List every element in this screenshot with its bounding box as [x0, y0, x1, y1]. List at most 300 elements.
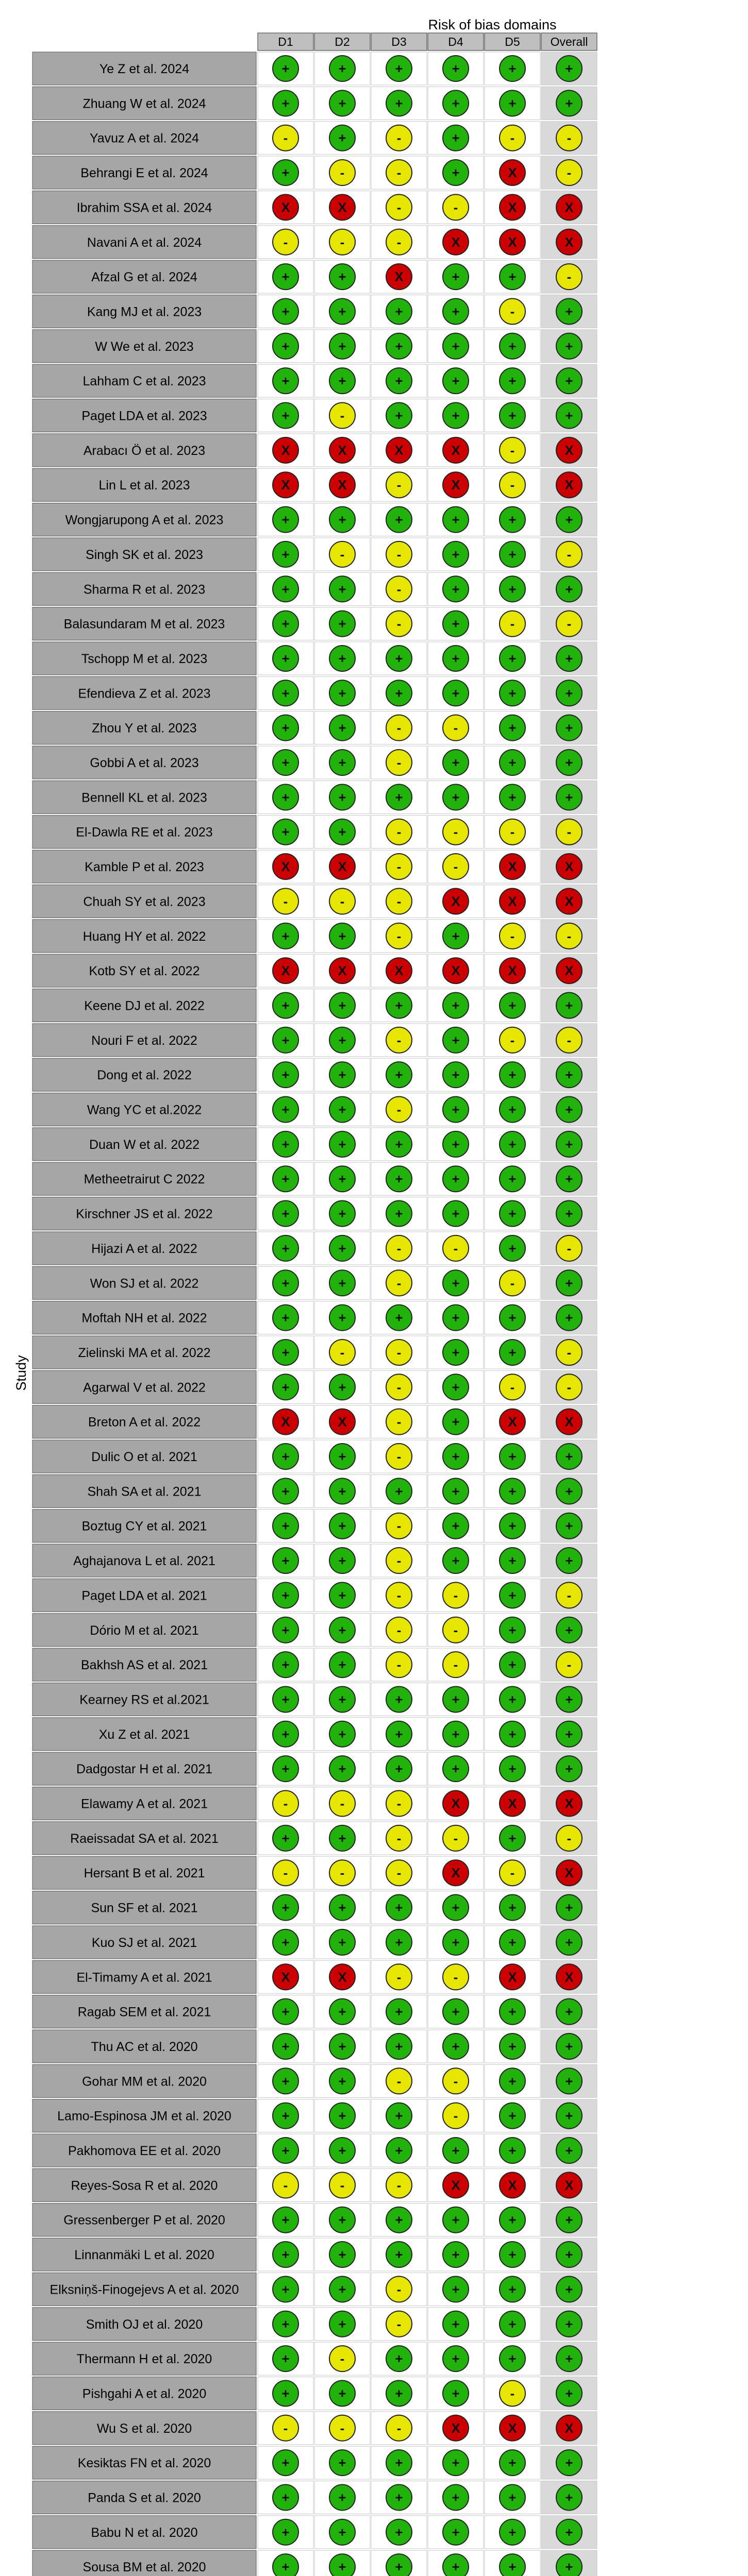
judgement-marker-d3-some: [386, 1617, 412, 1643]
judgement-marker-d2-low: [329, 611, 355, 637]
svg-text:-: -: [510, 928, 515, 944]
svg-text:X: X: [564, 893, 574, 909]
svg-text:+: +: [281, 1206, 290, 1222]
svg-text:+: +: [395, 95, 403, 111]
svg-text:+: +: [565, 1553, 573, 1569]
judgement-marker-d4-low: [443, 2519, 469, 2545]
svg-text:+: +: [452, 546, 460, 562]
chart-title: Risk of bias domains: [428, 17, 557, 32]
svg-text:X: X: [281, 1969, 290, 1985]
svg-text:+: +: [508, 512, 517, 528]
svg-text:+: +: [565, 1518, 573, 1534]
svg-text:+: +: [565, 2247, 573, 2263]
judgement-marker-d5-low: [500, 1652, 525, 1677]
svg-text:-: -: [567, 1032, 572, 1048]
svg-text:+: +: [338, 1518, 346, 1534]
judgement-marker-d4-low: [443, 1756, 469, 1782]
svg-text:+: +: [281, 546, 290, 562]
table-row: [32, 2377, 597, 2410]
svg-text:+: +: [452, 1275, 460, 1291]
judgement-marker-d2-low: [329, 1721, 355, 1747]
judgement-marker-d4-high: [443, 2415, 469, 2441]
svg-text:-: -: [283, 893, 288, 909]
svg-text:+: +: [281, 2212, 290, 2228]
svg-text:-: -: [510, 1379, 515, 1395]
svg-text:-: -: [396, 1795, 402, 1811]
judgement-marker-d5-low: [500, 1305, 525, 1331]
header-label-d4: D4: [448, 35, 463, 48]
judgement-marker-d3-low: [386, 2519, 412, 2545]
judgement-marker-d5-high: [500, 160, 525, 185]
svg-text:+: +: [452, 1171, 460, 1187]
svg-text:-: -: [453, 824, 458, 840]
svg-text:-: -: [396, 1865, 402, 1881]
svg-text:-: -: [396, 1622, 402, 1638]
study-label: Balasundaram M et al. 2023: [63, 617, 225, 632]
judgement-marker-d3-low: [386, 1478, 412, 1504]
svg-text:+: +: [565, 2004, 573, 2020]
study-label: Sousa BM et al. 2020: [82, 2560, 206, 2575]
svg-text:+: +: [281, 1101, 290, 1117]
study-label: Sharma R et al. 2023: [83, 582, 206, 597]
judgement-marker-d1-low: [273, 1929, 298, 1955]
svg-text:+: +: [508, 1310, 517, 1326]
svg-text:+: +: [452, 685, 460, 701]
judgement-marker-d4-some: [443, 1617, 469, 1643]
svg-text:X: X: [451, 234, 460, 250]
svg-text:-: -: [510, 303, 515, 319]
svg-text:+: +: [395, 303, 403, 319]
table-row: [32, 781, 597, 814]
judgement-marker-d3-low: [386, 1756, 412, 1782]
svg-text:+: +: [281, 2108, 290, 2124]
svg-text:+: +: [281, 408, 290, 423]
judgement-marker-d1-some: [273, 2172, 298, 2198]
svg-text:+: +: [338, 2524, 346, 2540]
svg-text:+: +: [395, 650, 403, 666]
svg-text:+: +: [281, 2038, 290, 2054]
judgement-marker-d4-low: [443, 298, 469, 324]
judgement-marker-d1-low: [273, 1340, 298, 1365]
judgement-marker-d3-some: [386, 750, 412, 775]
judgement-marker-d1-low: [273, 1721, 298, 1747]
svg-text:-: -: [510, 824, 515, 840]
judgement-marker-d2-low: [329, 680, 355, 706]
judgement-marker-d1-low: [273, 1201, 298, 1227]
judgement-marker-d3-some: [386, 1097, 412, 1123]
svg-text:X: X: [338, 199, 347, 215]
svg-text:+: +: [338, 2038, 346, 2054]
study-label: Paget LDA et al. 2023: [81, 409, 207, 423]
svg-text:+: +: [281, 1900, 290, 1916]
judgement-marker-d1-low: [273, 403, 298, 429]
judgement-marker-d2-low: [329, 1999, 355, 2025]
svg-text:+: +: [565, 2455, 573, 2471]
judgement-marker-d3-some: [386, 472, 412, 498]
study-label: Keene DJ et al. 2022: [84, 998, 205, 1013]
judgement-marker-d2-high: [329, 472, 355, 498]
svg-text:-: -: [567, 165, 572, 181]
judgement-marker-overall-low: [556, 1686, 582, 1712]
judgement-marker-d4-low: [443, 2380, 469, 2406]
judgement-marker-d4-low: [443, 1895, 469, 1921]
table-row: [32, 1891, 597, 1924]
judgement-marker-d2-some: [329, 1340, 355, 1365]
judgement-marker-d3-some: [386, 1548, 412, 1573]
judgement-marker-d1-low: [273, 2346, 298, 2371]
judgement-marker-d5-high: [500, 194, 525, 220]
svg-text:+: +: [452, 269, 460, 285]
svg-text:+: +: [395, 1483, 403, 1499]
svg-text:+: +: [508, 1657, 517, 1673]
svg-text:X: X: [451, 1795, 460, 1811]
judgement-marker-d4-some: [443, 1964, 469, 1990]
svg-text:+: +: [281, 1344, 290, 1360]
judgement-marker-overall-high: [556, 194, 582, 220]
judgement-marker-d5-low: [500, 1444, 525, 1469]
judgement-marker-d4-low: [443, 992, 469, 1018]
svg-text:+: +: [565, 1726, 573, 1742]
judgement-marker-d5-low: [500, 2138, 525, 2163]
svg-text:+: +: [452, 2004, 460, 2020]
study-label: Elawamy A et al. 2021: [81, 1797, 208, 1811]
judgement-marker-overall-some: [556, 1374, 582, 1400]
judgement-marker-d3-low: [386, 333, 412, 359]
svg-text:+: +: [565, 1275, 573, 1291]
table-row: [32, 2238, 597, 2271]
header-label-d5: D5: [505, 35, 520, 48]
judgement-marker-overall-high: [556, 854, 582, 879]
judgement-marker-d2-low: [329, 1270, 355, 1296]
judgement-marker-d3-some: [386, 611, 412, 637]
svg-text:+: +: [338, 1691, 346, 1707]
judgement-marker-d2-low: [329, 2068, 355, 2094]
study-label: Pakhomova EE et al. 2020: [68, 2144, 221, 2158]
svg-text:+: +: [395, 2351, 403, 2367]
svg-text:X: X: [338, 859, 347, 875]
judgement-marker-overall-low: [556, 2519, 582, 2545]
judgement-marker-d5-some: [500, 472, 525, 498]
table-row: [32, 954, 597, 987]
judgement-marker-overall-high: [556, 2172, 582, 2198]
table-row: [32, 1405, 597, 1438]
svg-text:+: +: [452, 1067, 460, 1083]
judgement-marker-d2-low: [329, 1513, 355, 1539]
svg-text:X: X: [281, 199, 290, 215]
judgement-marker-d2-low: [329, 1027, 355, 1053]
svg-text:+: +: [452, 373, 460, 389]
judgement-marker-overall-low: [556, 1444, 582, 1469]
svg-text:+: +: [281, 1622, 290, 1638]
svg-text:+: +: [338, 2073, 346, 2089]
svg-text:+: +: [281, 650, 290, 666]
svg-text:+: +: [281, 2489, 290, 2505]
study-label: Kesiktas FN et al. 2020: [77, 2456, 211, 2471]
svg-text:+: +: [281, 1934, 290, 1950]
header-label-d1: D1: [278, 35, 293, 48]
judgement-marker-overall-some: [556, 541, 582, 567]
judgement-marker-d4-low: [443, 611, 469, 637]
judgement-marker-d2-low: [329, 1582, 355, 1608]
judgement-marker-d4-low: [443, 1513, 469, 1539]
table-row: [32, 122, 597, 155]
judgement-marker-d4-some: [443, 2103, 469, 2129]
study-label: Won SJ et al. 2022: [90, 1276, 199, 1291]
svg-text:+: +: [452, 1691, 460, 1707]
study-label: Breton A et al. 2022: [88, 1415, 201, 1430]
svg-text:-: -: [453, 2108, 458, 2124]
judgement-marker-d5-low: [500, 646, 525, 671]
table-row: [32, 87, 597, 120]
svg-text:+: +: [281, 1761, 290, 1777]
svg-text:-: -: [453, 859, 458, 875]
svg-text:+: +: [452, 1379, 460, 1395]
table-row: [32, 1752, 597, 1785]
judgement-marker-d1-low: [273, 2068, 298, 2094]
judgement-marker-overall-high: [556, 1409, 582, 1435]
judgement-marker-overall-low: [556, 680, 582, 706]
header-label-d3: D3: [391, 35, 407, 48]
judgement-marker-d4-low: [443, 403, 469, 429]
svg-text:+: +: [281, 997, 290, 1013]
judgement-marker-d5-some: [500, 125, 525, 151]
svg-text:-: -: [396, 720, 402, 736]
svg-text:-: -: [396, 616, 402, 632]
judgement-marker-d1-low: [273, 646, 298, 671]
judgement-marker-d2-low: [329, 368, 355, 394]
judgement-marker-d5-high: [500, 2415, 525, 2441]
judgement-marker-overall-low: [556, 784, 582, 810]
svg-text:+: +: [508, 1136, 517, 1152]
judgement-marker-d5-some: [500, 1270, 525, 1296]
svg-text:+: +: [508, 2212, 517, 2228]
svg-text:+: +: [452, 2385, 460, 2401]
svg-text:+: +: [281, 1067, 290, 1083]
svg-text:+: +: [338, 303, 346, 319]
judgement-marker-d4-low: [443, 1062, 469, 1088]
svg-text:+: +: [452, 303, 460, 319]
svg-text:-: -: [510, 1275, 515, 1291]
judgement-marker-d4-low: [443, 680, 469, 706]
judgement-marker-d3-high: [386, 264, 412, 290]
judgement-marker-d3-low: [386, 1131, 412, 1157]
svg-text:+: +: [508, 685, 517, 701]
svg-text:+: +: [452, 2143, 460, 2158]
judgement-marker-d5-low: [500, 1895, 525, 1921]
study-label: Huang HY et al. 2022: [82, 929, 206, 944]
judgement-marker-overall-high: [556, 229, 582, 255]
judgement-marker-d5-high: [500, 229, 525, 255]
judgement-marker-d1-low: [273, 298, 298, 324]
judgement-marker-d5-low: [500, 2276, 525, 2302]
judgement-marker-d2-low: [329, 298, 355, 324]
svg-text:+: +: [338, 1449, 346, 1464]
svg-text:X: X: [451, 1865, 460, 1881]
svg-text:+: +: [281, 1830, 290, 1846]
svg-text:+: +: [395, 789, 403, 805]
svg-text:+: +: [452, 2489, 460, 2505]
svg-text:-: -: [453, 199, 458, 215]
svg-text:+: +: [452, 616, 460, 632]
judgement-marker-d1-low: [273, 1444, 298, 1469]
table-row: [32, 1266, 597, 1299]
svg-text:X: X: [281, 963, 290, 979]
table-row: [32, 2516, 597, 2549]
judgement-marker-d5-high: [500, 2172, 525, 2198]
judgement-marker-d4-some: [443, 854, 469, 879]
judgement-marker-overall-low: [556, 56, 582, 81]
judgement-marker-d5-low: [500, 368, 525, 394]
svg-text:+: +: [565, 2559, 573, 2575]
svg-text:+: +: [395, 2489, 403, 2505]
svg-text:-: -: [567, 1830, 572, 1846]
judgement-marker-d1-low: [273, 1513, 298, 1539]
judgement-marker-d1-low: [273, 1617, 298, 1643]
svg-text:+: +: [338, 1136, 346, 1152]
svg-text:+: +: [565, 2143, 573, 2158]
judgement-marker-overall-some: [556, 1340, 582, 1365]
judgement-marker-d3-some: [386, 2311, 412, 2337]
svg-text:+: +: [338, 1101, 346, 1117]
svg-text:+: +: [395, 373, 403, 389]
svg-text:+: +: [338, 130, 346, 146]
svg-text:-: -: [396, 1553, 402, 1569]
judgement-marker-overall-low: [556, 646, 582, 671]
judgement-marker-overall-high: [556, 1791, 582, 1817]
judgement-marker-d5-low: [500, 1582, 525, 1608]
judgement-marker-d4-low: [443, 1548, 469, 1573]
table-row: [32, 572, 597, 605]
svg-text:X: X: [508, 963, 517, 979]
study-label: Bakhsh AS et al. 2021: [80, 1658, 208, 1673]
judgement-marker-overall-low: [556, 2033, 582, 2059]
judgement-marker-d2-low: [329, 333, 355, 359]
table-row: [32, 1128, 597, 1161]
judgement-marker-d2-low: [329, 2450, 355, 2476]
judgement-marker-d1-low: [273, 1305, 298, 1331]
svg-text:+: +: [452, 61, 460, 76]
svg-text:-: -: [396, 928, 402, 944]
svg-text:+: +: [508, 650, 517, 666]
judgement-marker-d3-some: [386, 1860, 412, 1886]
judgement-marker-d2-some: [329, 1791, 355, 1817]
judgement-marker-d5-low: [500, 2450, 525, 2476]
judgement-marker-d2-some: [329, 403, 355, 429]
study-label: Duan W et al. 2022: [89, 1137, 200, 1152]
judgement-marker-d1-low: [273, 2450, 298, 2476]
svg-text:-: -: [396, 824, 402, 840]
study-label: Gohar MM et al. 2020: [82, 2074, 207, 2089]
judgement-marker-overall-low: [556, 1062, 582, 1088]
judgement-marker-d4-low: [443, 2346, 469, 2371]
judgement-marker-overall-low: [556, 333, 582, 359]
judgement-marker-overall-low: [556, 298, 582, 324]
svg-text:+: +: [565, 650, 573, 666]
judgement-marker-d5-low: [500, 1235, 525, 1261]
table-row: [32, 1475, 597, 1507]
judgement-marker-overall-low: [556, 2068, 582, 2094]
svg-text:-: -: [283, 2177, 288, 2193]
judgement-marker-d4-some: [443, 1235, 469, 1261]
svg-text:+: +: [565, 303, 573, 319]
svg-text:+: +: [338, 2559, 346, 2575]
judgement-marker-d3-low: [386, 56, 412, 81]
svg-text:+: +: [565, 755, 573, 770]
judgement-marker-overall-some: [556, 1027, 582, 1053]
study-label: Panda S et al. 2020: [88, 2490, 201, 2505]
judgement-marker-d4-some: [443, 1582, 469, 1608]
svg-text:-: -: [340, 234, 345, 250]
judgement-marker-d3-low: [386, 507, 412, 533]
judgement-marker-d4-low: [443, 90, 469, 116]
svg-text:+: +: [281, 1449, 290, 1464]
judgement-marker-d1-low: [273, 264, 298, 290]
judgement-marker-d1-low: [273, 1478, 298, 1504]
judgement-marker-d1-low: [273, 611, 298, 637]
table-row: [32, 468, 597, 501]
study-label: Lin L et al. 2023: [98, 478, 190, 493]
judgement-marker-d1-low: [273, 2242, 298, 2267]
svg-text:+: +: [565, 1691, 573, 1707]
judgement-marker-d4-some: [443, 715, 469, 741]
study-label: Kuo SJ et al. 2021: [91, 1935, 197, 1950]
table-row: [32, 156, 597, 189]
svg-text:-: -: [567, 824, 572, 840]
study-label: Agarwal V et al. 2022: [83, 1380, 206, 1395]
svg-text:+: +: [281, 581, 290, 597]
svg-text:-: -: [453, 1587, 458, 1603]
judgement-marker-d3-some: [386, 715, 412, 741]
judgement-marker-d2-low: [329, 1686, 355, 1712]
table-row: [32, 1995, 597, 2028]
judgement-marker-overall-low: [556, 2103, 582, 2129]
svg-text:+: +: [338, 1206, 346, 1222]
svg-text:X: X: [394, 442, 404, 458]
table-row: [32, 1856, 597, 1889]
svg-text:+: +: [452, 650, 460, 666]
judgement-marker-d5-low: [500, 507, 525, 533]
svg-text:+: +: [508, 2489, 517, 2505]
judgement-marker-d1-high: [273, 854, 298, 879]
judgement-marker-d4-some: [443, 1825, 469, 1851]
judgement-marker-d3-low: [386, 2242, 412, 2267]
svg-text:-: -: [396, 2073, 402, 2089]
judgement-marker-d3-low: [386, 680, 412, 706]
table-row: [32, 1787, 597, 1820]
judgement-marker-d3-some: [386, 1791, 412, 1817]
judgement-marker-d1-low: [273, 2033, 298, 2059]
table-row: [32, 1614, 597, 1647]
judgement-marker-d2-low: [329, 1305, 355, 1331]
svg-text:+: +: [281, 2316, 290, 2332]
svg-text:+: +: [338, 1553, 346, 1569]
judgement-marker-d1-low: [273, 576, 298, 602]
judgement-marker-d1-low: [273, 1999, 298, 2025]
svg-text:-: -: [396, 1969, 402, 1985]
judgement-marker-d2-low: [329, 1201, 355, 1227]
svg-text:-: -: [396, 1379, 402, 1395]
study-label: Wang YC et al.2022: [87, 1103, 202, 1117]
judgement-marker-d5-low: [500, 784, 525, 810]
svg-text:-: -: [396, 2177, 402, 2193]
study-label: Dulic O et al. 2021: [91, 1450, 197, 1464]
judgement-marker-d5-low: [500, 1548, 525, 1573]
svg-text:+: +: [338, 685, 346, 701]
judgement-marker-d5-some: [500, 819, 525, 845]
judgement-marker-d3-low: [386, 2103, 412, 2129]
study-rows: [32, 52, 597, 2576]
judgement-marker-overall-low: [556, 1999, 582, 2025]
